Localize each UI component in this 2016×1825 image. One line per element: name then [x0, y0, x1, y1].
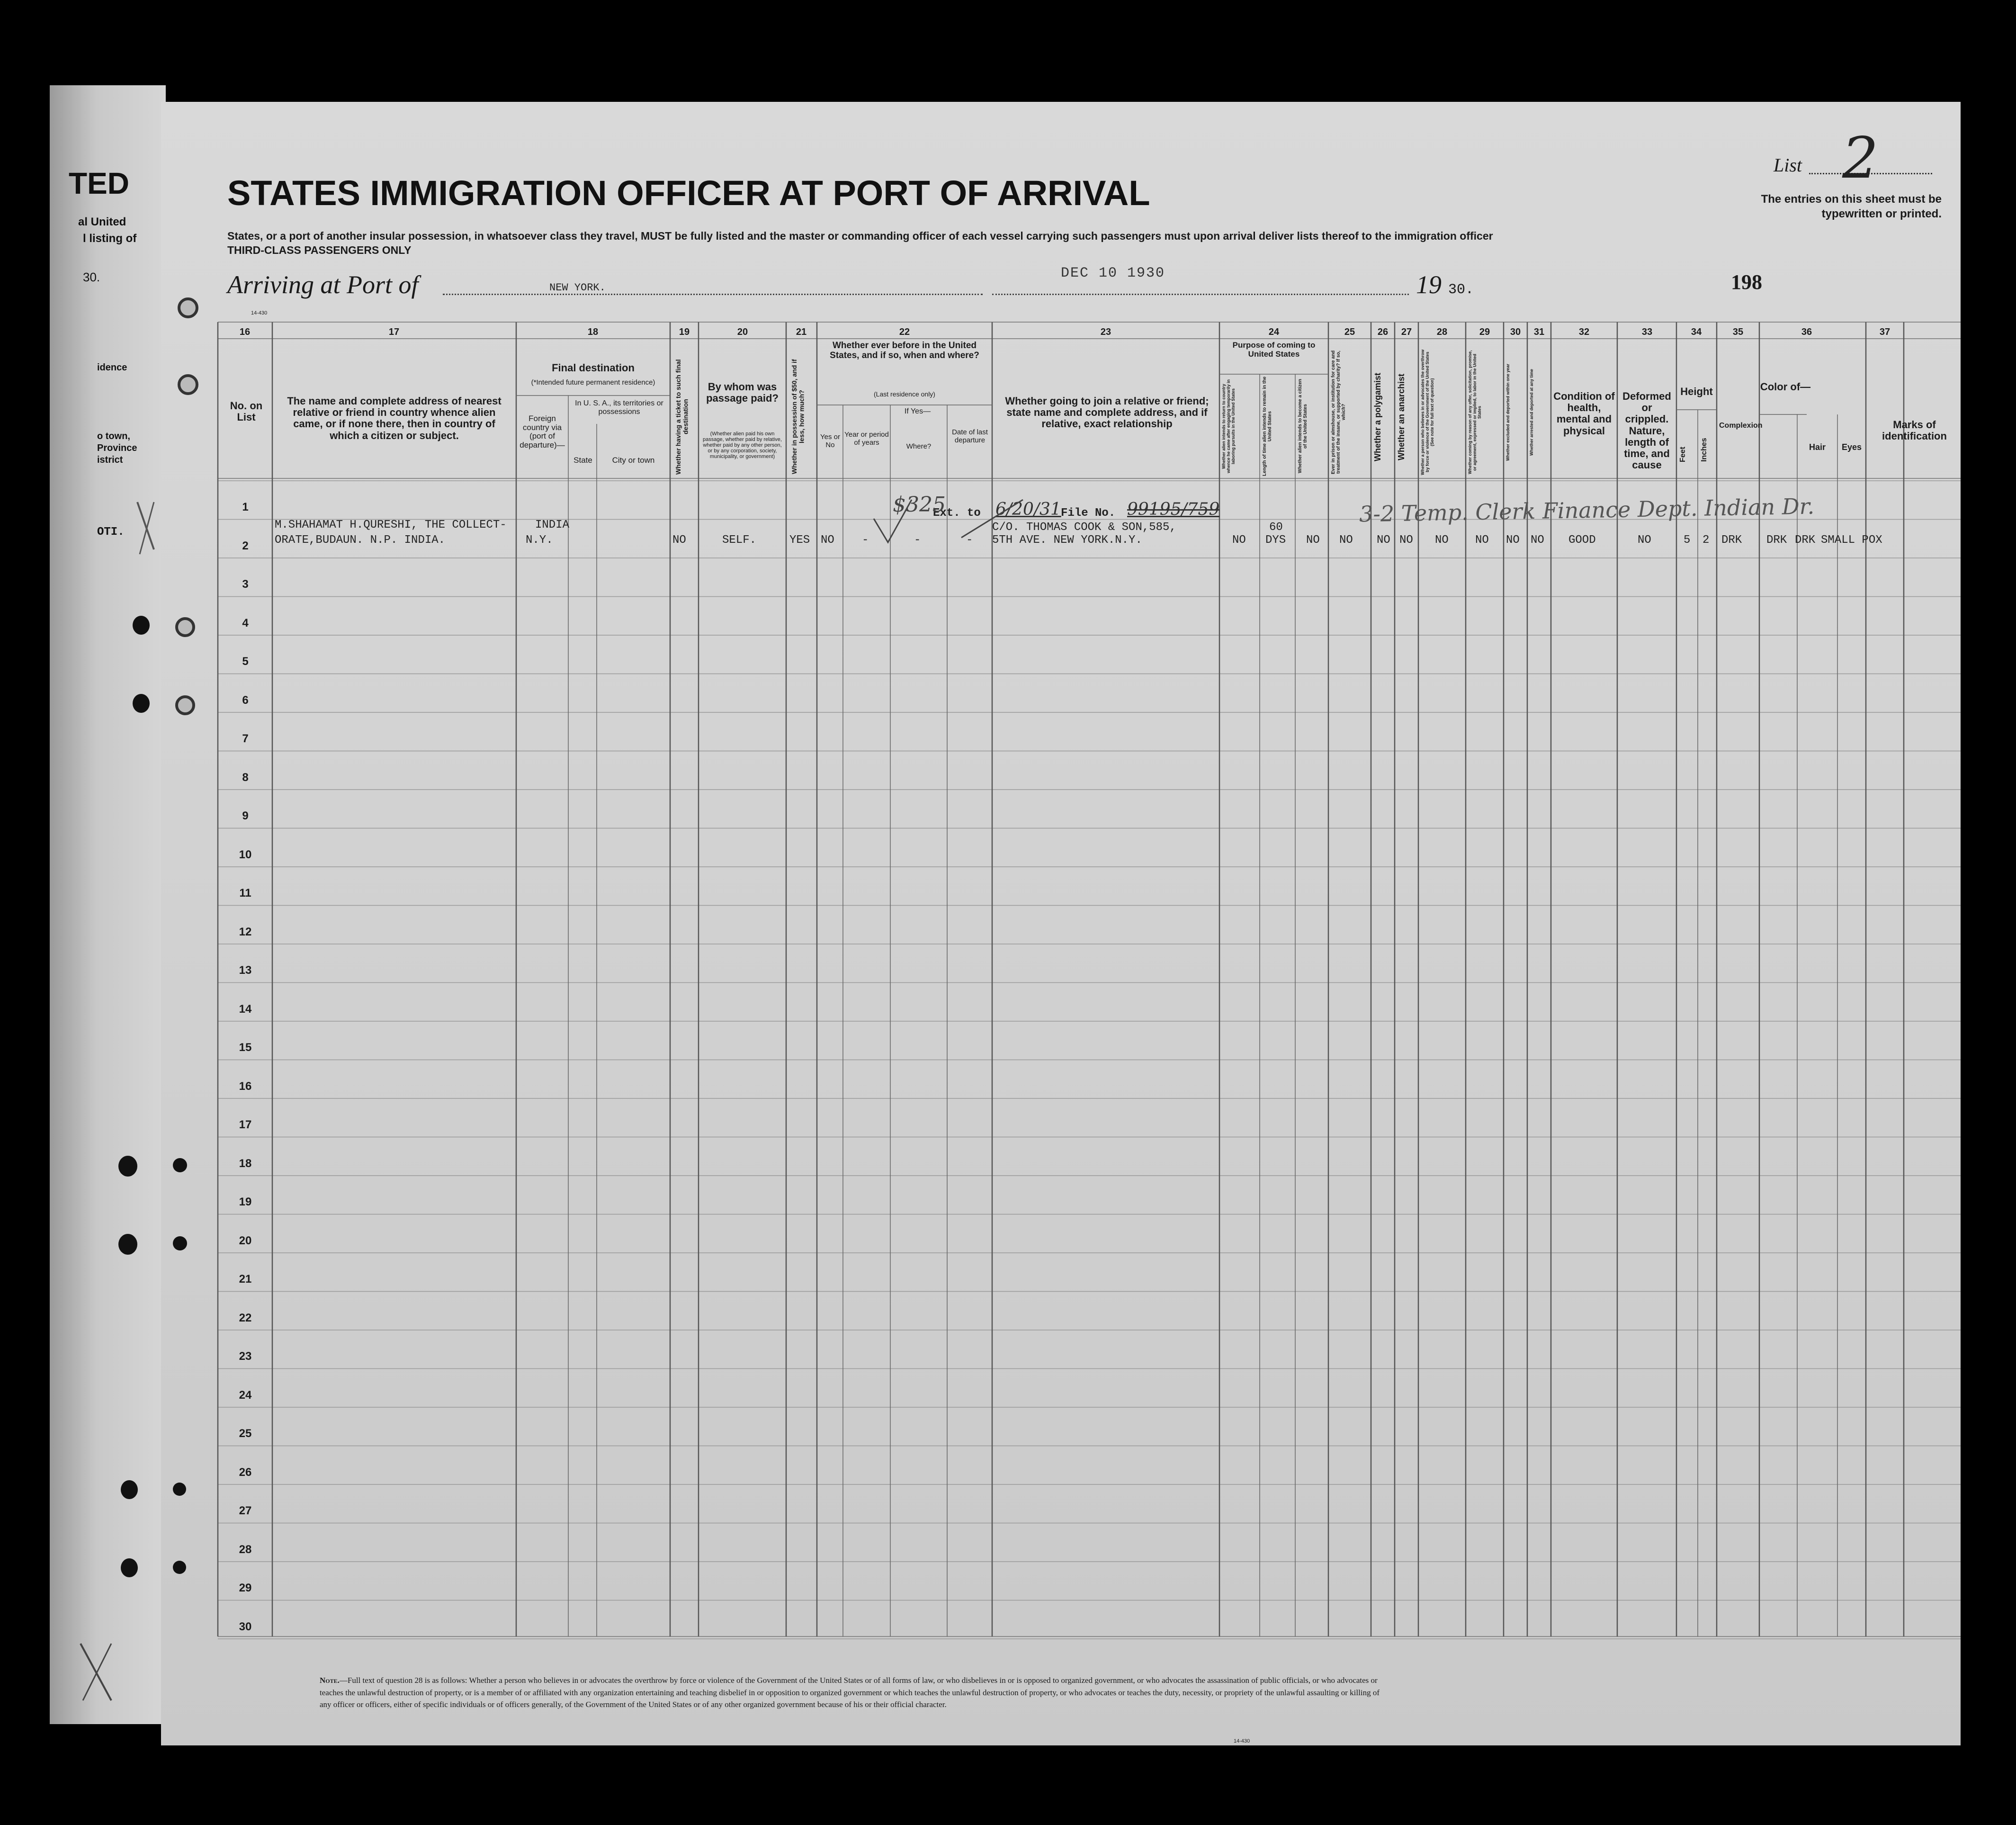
row-number: 15 [239, 1041, 252, 1054]
inches-value: 2 [1702, 534, 1710, 547]
row-number: 22 [239, 1311, 252, 1324]
stub-line: l listing of [83, 232, 137, 245]
binding-hole [133, 616, 150, 635]
header-excluded: Whether excluded and deported within one year [1505, 363, 1510, 461]
excluded-value: NO [1506, 534, 1520, 547]
row-number: 25 [239, 1427, 252, 1440]
col-num-21: 21 [796, 327, 807, 337]
entries-note: The entries on this sheet must be typewritten or printed. [1761, 193, 1942, 221]
row-number: 28 [239, 1543, 252, 1556]
citizen-value: NO [1306, 534, 1320, 547]
row-number: 27 [239, 1504, 252, 1517]
col-num-36: 36 [1801, 327, 1812, 337]
binding-ring [178, 297, 198, 318]
stamp-date: DEC 10 1930 [1061, 265, 1165, 281]
overthrow-value: NO [1435, 534, 1449, 547]
page-number: 198 [1731, 270, 1762, 294]
row-number: 1 [242, 501, 249, 513]
complexion-value: DRK [1721, 534, 1742, 547]
row-number: 16 [239, 1079, 252, 1093]
annotation-date: 6/20/31 [995, 500, 1061, 519]
stub-line: istrict [97, 455, 123, 465]
row-number: 18 [239, 1157, 252, 1170]
header-state: State [573, 456, 592, 465]
feet-value: 5 [1684, 534, 1691, 547]
manifest-sheet [161, 102, 1961, 1745]
header-final-destination: Final destination [552, 362, 635, 374]
footer-note-label: Note. [320, 1676, 340, 1685]
hair-value: DRK [1766, 534, 1787, 547]
row-number: 8 [242, 771, 249, 784]
before-us-value: NO [821, 534, 834, 547]
marks-value: SMALL POX [1821, 534, 1882, 547]
footer-form-code: 14-430 [1234, 1738, 1250, 1744]
left-stub-page [50, 85, 166, 1724]
foreign-country: INDIA [535, 519, 570, 531]
col-num-16: 16 [239, 327, 251, 337]
header-join-relative: Whether going to join a relative or friend; state name and complete address, and if relative, exact relationship [1005, 395, 1209, 430]
row-number: 9 [242, 809, 249, 822]
row-number: 12 [239, 925, 252, 938]
row-number: 11 [239, 887, 251, 899]
col-num-22: 22 [899, 327, 910, 337]
form-code-top: 14-430 [251, 310, 268, 316]
col-num-17: 17 [388, 327, 400, 337]
header-height: Height [1680, 386, 1713, 397]
footer-note [320, 1674, 1390, 1711]
header-where: Where? [906, 442, 932, 450]
header-eyes: Eyes [1841, 442, 1862, 452]
col-num-35: 35 [1732, 327, 1744, 337]
header-anarchist: Whether an anarchist [1397, 373, 1406, 460]
list-label: List [1774, 154, 1802, 176]
stub-line: 30. [83, 270, 100, 284]
relative-line-1: M.SHAHAMAT H.QURESHI, THE COLLECT- [275, 519, 507, 531]
binding-hole [121, 1558, 138, 1577]
header-if-yes: If Yes— [904, 407, 931, 415]
row-number: 4 [242, 616, 249, 629]
col-num-37: 37 [1879, 327, 1891, 337]
header-purpose: Purpose of coming to United States [1232, 341, 1316, 359]
header-yes-no: Yes or No [820, 433, 840, 449]
col-num-30: 30 [1510, 327, 1521, 337]
header-overthrow: Whether a person who believes in or advocates the overthrow by force or violence of the Government of the United States (See note for full text of question) [1420, 349, 1434, 475]
date-dotline [992, 294, 1409, 295]
header-final-destination-note: (*Intended future permanent residence) [531, 378, 655, 387]
col-num-34: 34 [1691, 327, 1702, 337]
header-passage-note: (Whether alien paid his own passage, whether paid by relative, whether paid by any other person, or by any corporation, society, municipality, or government) [703, 431, 782, 460]
stub-line: OTI. [97, 526, 125, 539]
header-color-of: Color of— [1760, 381, 1811, 393]
stub-line: o town, [97, 431, 130, 441]
row-number: 26 [239, 1465, 252, 1479]
row-number: 23 [239, 1350, 252, 1363]
binding-hole [133, 694, 150, 713]
row-number: 6 [242, 693, 249, 707]
ticket-value: NO [672, 534, 686, 547]
row-number: 29 [239, 1582, 252, 1594]
row-number: 14 [239, 1002, 252, 1016]
col-num-25: 25 [1344, 327, 1355, 337]
header-before-us: Whether ever before in the United States, and if so, when and where? [830, 341, 979, 360]
row-number: 19 [239, 1196, 252, 1208]
binding-hole [118, 1234, 137, 1255]
labor-value: NO [1475, 534, 1489, 547]
return-value: NO [1232, 534, 1246, 547]
col-num-23: 23 [1100, 327, 1111, 337]
list-number: 2 [1842, 126, 1879, 191]
join-line-2: 5TH AVE. NEW YORK.N.Y. [992, 534, 1142, 547]
header-complexion: Complexion [1719, 422, 1763, 430]
header-hair: Hair [1809, 442, 1826, 452]
header-foreign-country: Foreign country via (port of departure)— [520, 414, 565, 450]
arriving-label: Arriving at Port of [227, 270, 419, 299]
year-period-value: - [862, 534, 869, 547]
header-feet: Feet [1679, 447, 1687, 463]
row-number: 7 [242, 732, 249, 745]
col-num-33: 33 [1641, 327, 1653, 337]
prison-value: NO [1339, 534, 1353, 547]
binding-ring [178, 374, 198, 395]
header-arrested: Whether arrested and deported at any time [1529, 369, 1534, 456]
stub-line: idence [97, 362, 127, 373]
col-num-31: 31 [1533, 327, 1545, 337]
header-before-us-note: (Last residence only) [874, 390, 935, 398]
row-number: 20 [239, 1234, 252, 1247]
polygamist-value: NO [1377, 534, 1390, 547]
col-num-32: 32 [1578, 327, 1590, 337]
col-num-24: 24 [1268, 327, 1280, 337]
stub-line: TED [69, 166, 129, 200]
col-num-20: 20 [737, 327, 748, 337]
row-number: 21 [239, 1273, 252, 1286]
header-city: City or town [612, 456, 655, 465]
col-num-27: 27 [1401, 327, 1412, 337]
header-purpose-length: Length of time alien intends to remain in the United States [1262, 376, 1272, 476]
header-money: Whether in possession of $50, and if less, how much? [790, 359, 806, 475]
stub-line: Province [97, 443, 137, 453]
header-marks: Marks of identification [1882, 419, 1947, 442]
header-polygamist: Whether a polygamist [1373, 372, 1382, 461]
money-value: YES [789, 534, 810, 547]
length-stay-2: DYS [1265, 534, 1286, 547]
header-passage-paid: By whom was passage paid? [706, 381, 779, 405]
length-stay-1: 60 [1269, 521, 1283, 534]
stub-x-mark [50, 85, 166, 1724]
header-usa: In U. S. A., its territories or possessions [575, 399, 663, 416]
eyes-value: DRK [1795, 534, 1816, 547]
row-number: 24 [239, 1388, 252, 1402]
col-num-29: 29 [1479, 327, 1490, 337]
foreign-via: N.Y. [526, 534, 553, 547]
row-number: 17 [239, 1118, 252, 1131]
anarchist-value: NO [1399, 534, 1413, 547]
binding-hole [173, 1158, 187, 1172]
header-no-on-list: No. on List [230, 400, 263, 423]
header-ticket: Whether having a ticket to such final destination [674, 359, 690, 475]
header-prison: Ever in prison or almshouse, or institution for care and treatment of the insane, or supported by charity? If so, which? [1331, 350, 1346, 474]
row-number: 30 [239, 1620, 252, 1633]
header-inches: Inches [1700, 438, 1708, 462]
year-suffix: 30. [1448, 282, 1474, 298]
header-labor: Whether coming by reason of any offer, solicitation, promise, or agreement, expressed or implied, to labor in the United States [1468, 350, 1482, 474]
paid-by-value: SELF. [722, 534, 757, 547]
col-num-26: 26 [1377, 327, 1389, 337]
header-purpose-return: Whether alien intends to return to country whence he came after engaging temporarily in laboring pursuits in the United States [1221, 379, 1236, 474]
last-departure-value: - [966, 534, 973, 547]
binding-hole [173, 1236, 187, 1250]
binding-hole [173, 1561, 186, 1574]
binding-hole [118, 1156, 137, 1177]
col-num-18: 18 [587, 327, 599, 337]
arrested-value: NO [1531, 534, 1544, 547]
header-purpose-citizen: Whether alien intends to become a citizen of the United States [1298, 379, 1308, 474]
header-health: Condition of health, mental and physical [1553, 390, 1615, 437]
col-num-19: 19 [679, 327, 690, 337]
annotation-ext: Ext. to [933, 507, 981, 520]
join-line-1: C/O. THOMAS COOK & SON,585, [992, 521, 1176, 534]
annotation-file: File No. [1061, 507, 1116, 520]
annotation-file-number: 99195/759 [1127, 500, 1220, 519]
header-nearest-relative: The name and complete address of nearest relative or friend in country whence alien came, or if none there, then in country of which a citizen or subject. [287, 395, 502, 441]
row-number: 5 [242, 655, 249, 668]
header-subtitle: States, or a port of another insular possession, in whatsoever class they travel, MUST be fully listed and the master or commanding officer of each vessel carrying such passengers must upon arrival deliver lists thereof to the immigration officer [227, 230, 1493, 242]
col-num-28: 28 [1436, 327, 1448, 337]
header-last-departure: Date of last departure [952, 428, 988, 444]
class-line: THIRD-CLASS PASSENGERS ONLY [227, 244, 412, 256]
relative-line-2: ORATE,BUDAUN. N.P. INDIA. [275, 534, 446, 547]
stub-line: al United [78, 216, 126, 228]
health-value: GOOD [1568, 534, 1596, 547]
row-number: 13 [239, 964, 252, 977]
ruled-grid [161, 102, 1961, 1745]
binding-hole [173, 1483, 186, 1496]
row-number: 3 [242, 578, 249, 591]
footer-note-text: —Full text of question 28 is as follows: Whether a person who believes in or advocates the overthrow by force or violence of the Government of the United States or of all forms of law, or who disbelieves in or is opposed to organized government, or who advocates the assassination of public officials, or who advocates or teaches the unlawful destruction of property, or is a member of or affiliated with any organization entertaining and teaching disbelief in or opposition to organized government or which teaches the unlawful destruction of property, or who advocates or teaches the duty, necessity, or propriety of the unlawful assaulting or killing of any officer or officers, either of specific individuals or of officers generally, of the Government of the United States or of any other organized government because of his or their official character. [320, 1676, 1380, 1709]
port-name: NEW YORK. [549, 282, 606, 294]
handwritten-amount: $325 [893, 493, 946, 517]
page-title: STATES IMMIGRATION OFFICER AT PORT OF ARRIVAL [227, 173, 1150, 213]
binding-ring [175, 695, 195, 715]
year-prefix: 19 [1416, 270, 1442, 299]
deformed-value: NO [1638, 534, 1651, 547]
binding-hole [121, 1480, 138, 1499]
binding-ring [175, 617, 195, 637]
port-dotline [443, 294, 983, 295]
header-deformed: Deformed or crippled. Nature, length of time, and cause [1622, 390, 1671, 471]
row-number: 10 [239, 848, 252, 861]
header-year-period: Year or period of years [844, 431, 889, 447]
where-value: - [914, 534, 921, 547]
row-number: 2 [242, 539, 249, 552]
handwritten-occupation: 3-2 Temp. Clerk Finance Dept. Indian Dr. [1359, 493, 1815, 527]
